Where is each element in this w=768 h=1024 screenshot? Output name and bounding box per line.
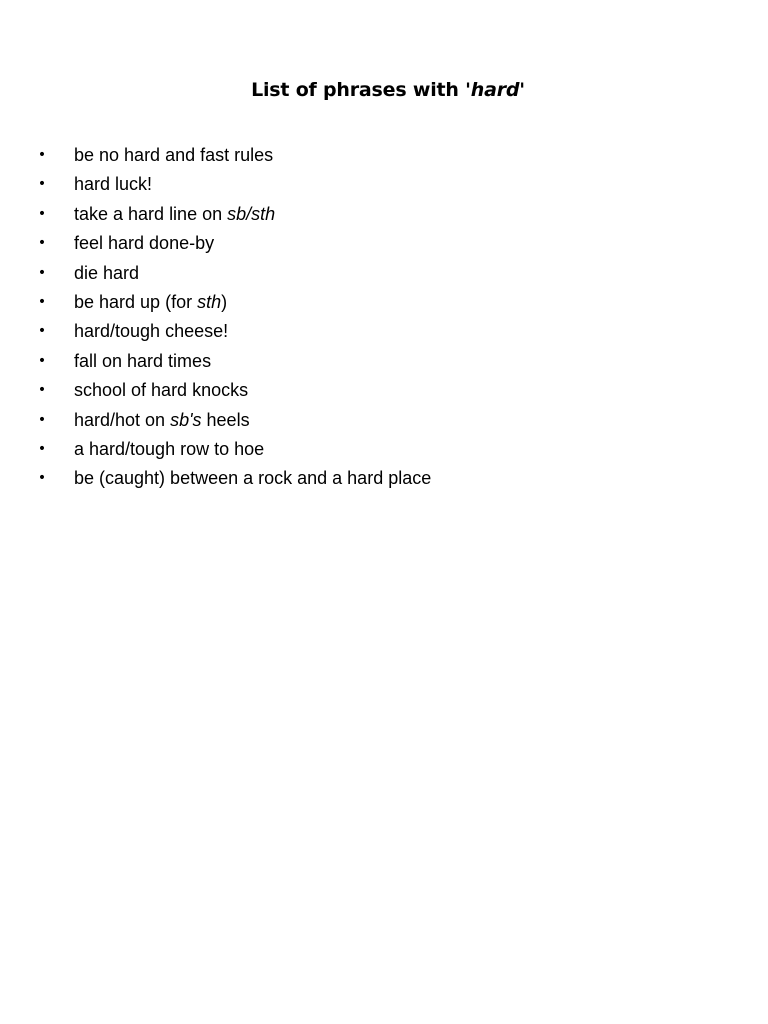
bullet-icon: •	[37, 323, 47, 340]
bullet-icon: •	[37, 440, 47, 457]
phrase-before: be (caught) between a rock and a hard place	[74, 468, 432, 489]
bullet-icon: •	[37, 470, 47, 487]
bullet-icon: •	[37, 293, 47, 310]
phrase-before: a hard/tough row to hoe	[74, 438, 265, 459]
list-item	[0, 259, 700, 288]
bullet-icon: •	[37, 352, 47, 369]
list-item	[0, 170, 700, 199]
bullet-icon: •	[37, 382, 47, 399]
phrase-before: take a hard line on	[74, 203, 228, 224]
phrase-text	[74, 317, 228, 346]
phrase-text	[74, 464, 431, 493]
phrase-text	[74, 141, 273, 170]
bullet-icon: •	[37, 147, 47, 163]
phrase-before: feel hard done-by	[74, 233, 215, 254]
title-prefix: List of phrases with	[251, 79, 466, 101]
list-item	[0, 317, 700, 346]
phrase-before: hard/tough cheese!	[74, 321, 229, 342]
phrase-text	[74, 406, 250, 435]
phrase-before: die hard	[74, 262, 140, 283]
list-item	[0, 464, 700, 493]
list-item	[0, 288, 700, 317]
list-item	[0, 435, 700, 464]
document-title	[0, 76, 768, 104]
list-item	[0, 200, 700, 229]
phrase-before: be no hard and fast rules	[74, 145, 274, 165]
phrase-italic: sb's	[170, 409, 202, 430]
phrase-text	[74, 288, 227, 317]
phrase-text	[74, 229, 214, 258]
list-item	[0, 376, 700, 405]
phrase-text	[74, 259, 139, 288]
bullet-icon: •	[37, 235, 47, 252]
phrase-text	[74, 347, 211, 376]
phrase-before: be hard up (for	[74, 291, 198, 312]
list-item	[0, 406, 700, 435]
phrase-text	[74, 376, 248, 405]
bullet-icon: •	[37, 205, 47, 222]
phrase-text	[74, 435, 264, 464]
list-item	[0, 229, 700, 258]
title-emphasis: 'hard'	[465, 79, 525, 101]
bullet-icon: •	[37, 411, 47, 428]
phrase-before: hard/hot on	[74, 409, 171, 430]
phrase-italic: sb/sth	[227, 203, 276, 224]
phrase-italic: sth	[197, 291, 222, 312]
phrase-before: school of hard knocks	[74, 380, 249, 401]
phrase-after: heels	[201, 409, 250, 430]
list-item	[0, 347, 700, 376]
bullet-icon: •	[37, 176, 47, 193]
phrase-before: fall on hard times	[74, 350, 212, 371]
list-item	[0, 141, 700, 170]
phrase-after: )	[221, 291, 228, 312]
bullet-icon: •	[37, 264, 47, 281]
phrase-before: hard luck!	[74, 174, 153, 195]
phrase-list	[0, 141, 700, 494]
phrase-text	[74, 170, 152, 199]
phrase-text	[74, 200, 275, 229]
